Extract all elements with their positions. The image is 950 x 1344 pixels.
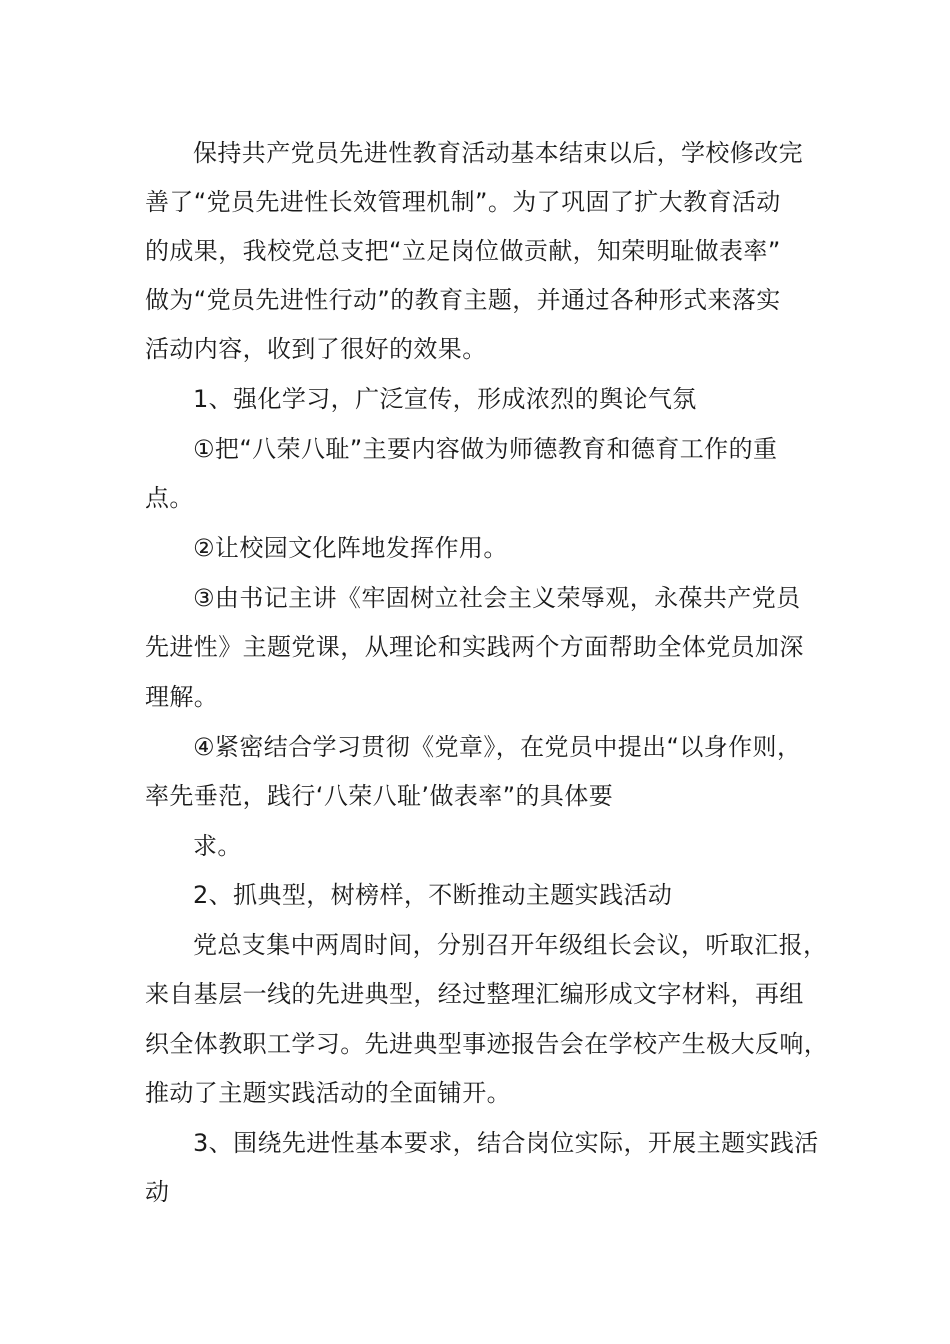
text-line: 推动了主题实践活动的全面铺开。 <box>145 1079 511 1107</box>
text-line: ②让校园文化阵地发挥作用。 <box>193 534 508 562</box>
section-heading: 2、抓典型，树榜样，不断推动主题实践活动 <box>193 881 673 909</box>
text-line: 善了“党员先进性长效管理机制”。为了巩固了扩大教育活动 <box>145 188 781 216</box>
text-line: 保持共产党员先进性教育活动基本结束以后，学校修改完 <box>193 139 803 167</box>
text-line: 的成果，我校党总支把“立足岗位做贡献，知荣明耻做表率” <box>145 237 781 265</box>
text-line: 率先垂范，践行‘八荣八耻’做表率”的具体要 <box>145 782 614 810</box>
text-line: 动 <box>145 1178 170 1206</box>
text-line: 党总支集中两周时间，分别召开年级组长会议，听取汇报， <box>193 931 828 959</box>
text-line: 织全体教职工学习。先进典型事迹报告会在学校产生极大反响， <box>145 1030 829 1058</box>
text-line: 来自基层一线的先进典型，经过整理汇编形成文字材料，再组 <box>145 980 804 1008</box>
text-line: 点。 <box>145 484 194 512</box>
text-line: ④紧密结合学习贯彻《党章》，在党员中提出“以身作则， <box>193 733 802 761</box>
text-line: 理解。 <box>145 683 219 711</box>
text-line: 做为“党员先进性行动”的教育主题，并通过各种形式来落实 <box>145 286 781 314</box>
text-line: ①把“八荣八耻”主要内容做为师德教育和德育工作的重 <box>193 435 778 463</box>
text-line: 求。 <box>193 832 242 860</box>
text-line: 先进性》主题党课，从理论和实践两个方面帮助全体党员加深 <box>145 633 804 661</box>
section-heading: 1、强化学习，广泛宣传，形成浓烈的舆论气氛 <box>193 385 697 413</box>
section-heading: 3、围绕先进性基本要求，结合岗位实际，开展主题实践活 <box>193 1129 819 1157</box>
text-line: ③由书记主讲《牢固树立社会主义荣辱观，永葆共产党员 <box>193 584 801 612</box>
text-line: 活动内容，收到了很好的效果。 <box>145 335 487 363</box>
